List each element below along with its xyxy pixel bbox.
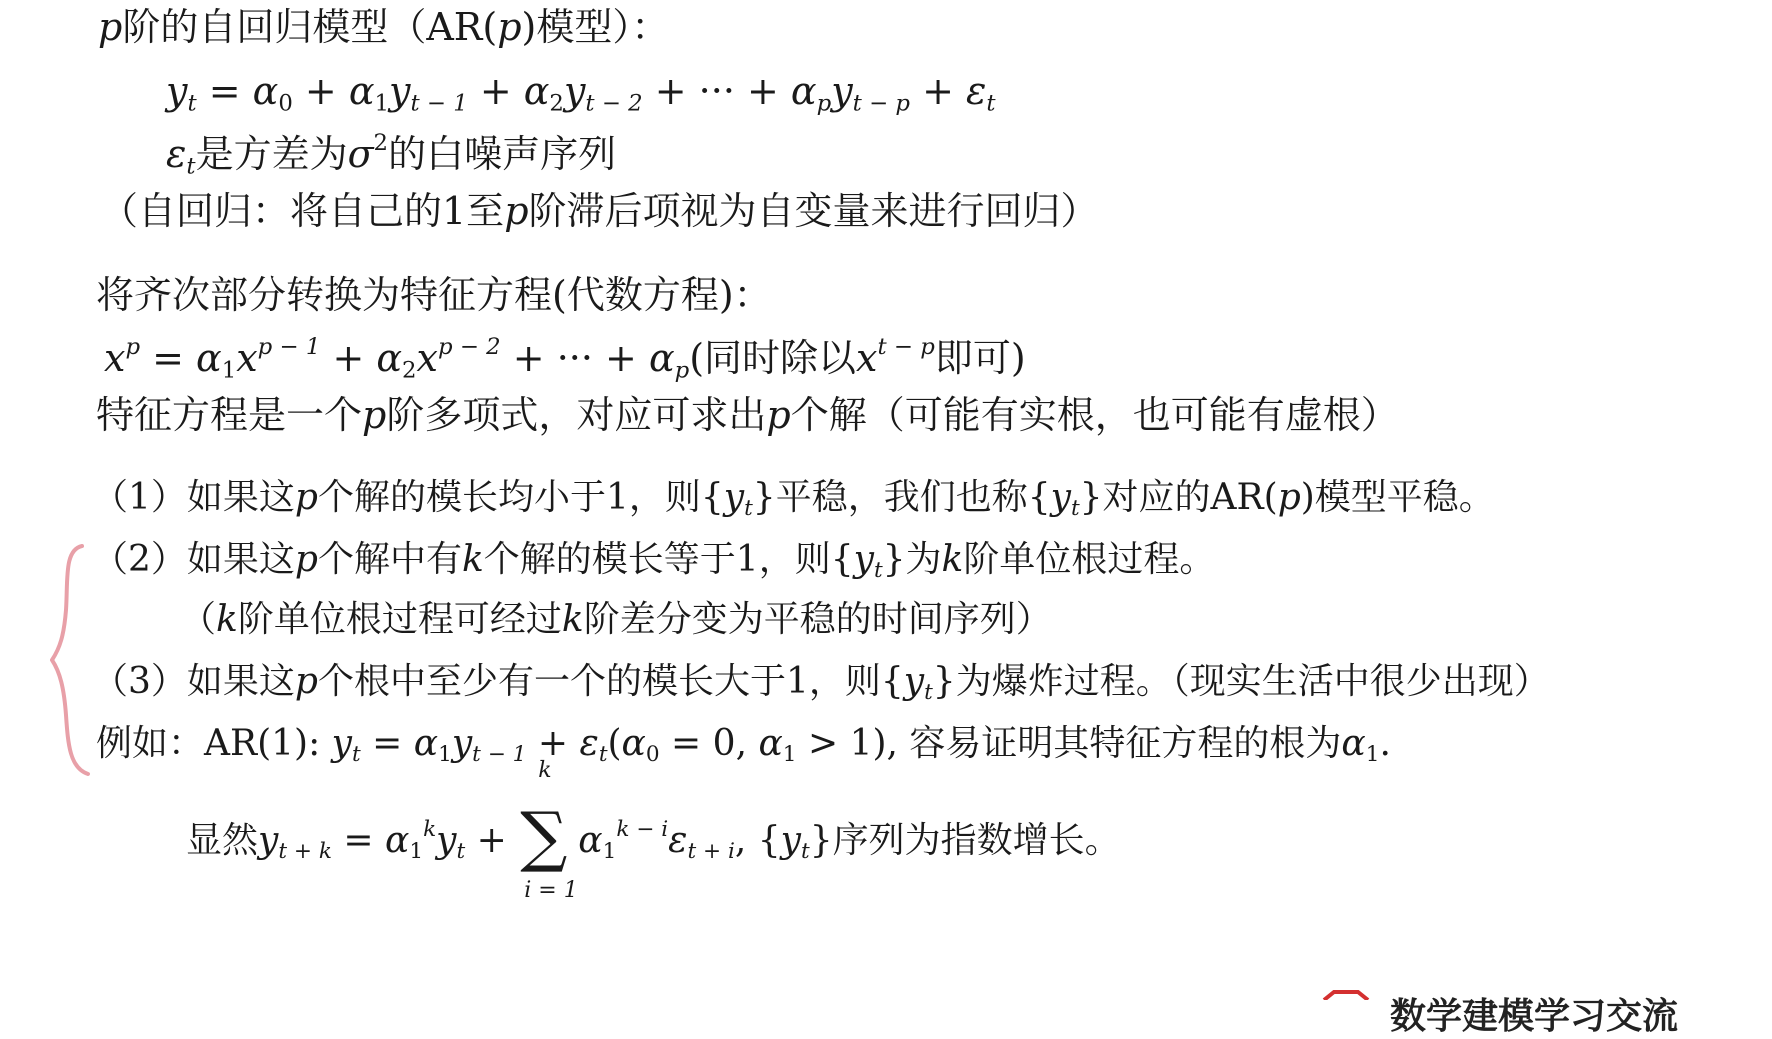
case-2-note: （k阶单位根过程可经过k阶差分变为平稳的时间序列）	[180, 599, 1052, 640]
growth-line: 显然$y_{t + k} = \alpha_1^ky_t$ + k ∑ i = 1 $\alpha_1^{k - i}\varepsilon_{t + i}$, $\{y_t\}$序列为指数增长。	[186, 758, 1121, 903]
white-noise-note: $\varepsilon_t$是方差为$\sigma^2$的白噪声序列	[166, 130, 617, 180]
watermark-text: 数学建模学习交流	[1390, 996, 1679, 1037]
characteristic-description: 特征方程是一个p阶多项式，对应可求出p个解（可能有实根，也可能有虚根）	[96, 393, 1399, 437]
case-3: （3）如果这p个根中至少有一个的模长大于1，则$\{y_t\}$为爆炸过程。（现实生活中很少出现）	[92, 661, 1550, 706]
characteristic-equation: $x^p = \alpha_1x^{p - 1} + \alpha_2x^{p - 2}$ + ··· + $\alpha_p$(同时除以$x^{t - p}$即可)	[104, 334, 1026, 384]
section-heading: p阶的自回归模型（AR(p)模型）：	[98, 5, 670, 49]
summation-symbol: k ∑ i = 1	[520, 758, 578, 903]
watermark-logo-icon	[1320, 990, 1372, 1000]
case-1: （1）如果这p个解的模长均小于1，则$\{y_t\}$平稳，我们也称$\{y_t\}$对应的AR(p)模型平稳。	[92, 477, 1495, 522]
example-line: 例如：AR(1): $y_t = \alpha_1y_{t - 1} + \varepsilon_t(\alpha_0 = 0$, $\alpha_1 > 1$), 容易证明其特征方程的根为$\alpha_1$.	[96, 723, 1391, 768]
autoregression-note: （自回归：将自己的1至p阶滞后项视为自变量来进行回归）	[100, 189, 1099, 233]
characteristic-heading: 将齐次部分转换为特征方程(代数方程)：	[96, 273, 772, 317]
ar-equation: $y_t = \alpha_0 + \alpha_1y_{t - 1} + \alpha_2y_{t - 2}$ + ··· + $\alpha_py_{t - p} + \varepsilon_t$	[166, 69, 996, 117]
case-2: （2）如果这p个解中有k个解的模长等于1，则$\{y_t\}$为k阶单位根过程。	[92, 539, 1216, 584]
